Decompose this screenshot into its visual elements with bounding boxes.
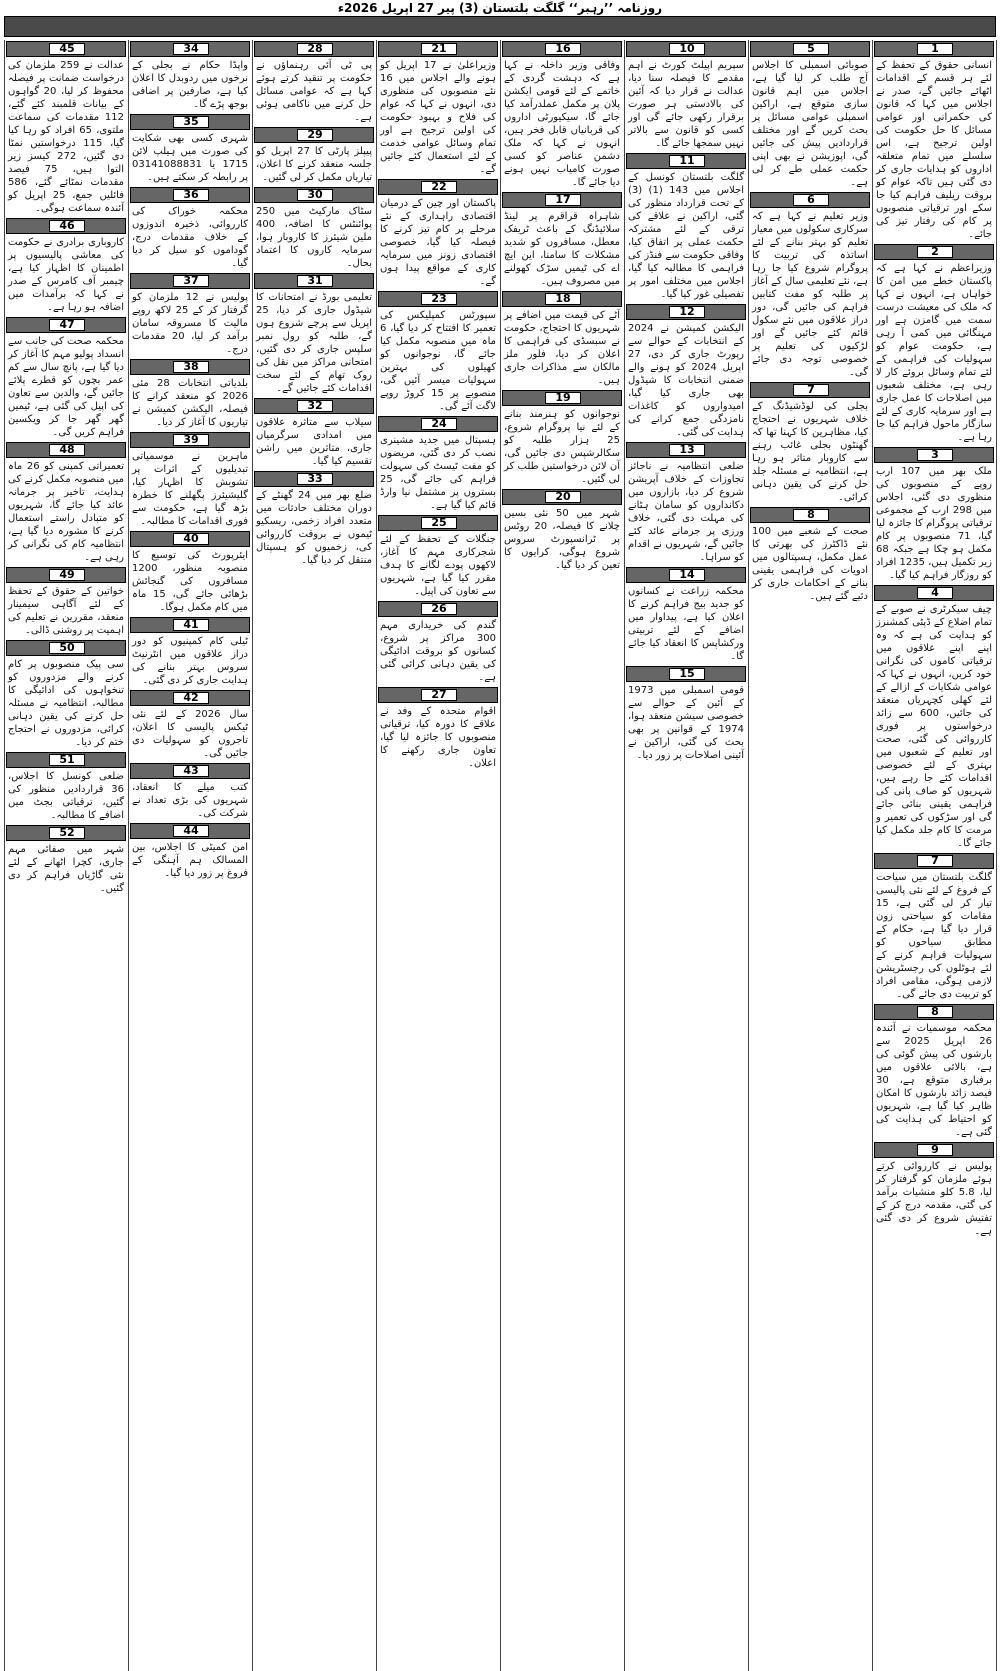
column-rule bbox=[624, 40, 625, 1671]
news-item-text: سی پیک منصوبوں پر کام کرنے والے مزدوروں کو تنخواہوں کی ادائیگی کا مطالبہ، انتظامیہ نے مسئلہ حل کرنے کی یقین دہانی کرائی، مزدوروں نے احتجاج ختم کر دیا۔ bbox=[8, 659, 124, 748]
column-rule bbox=[500, 40, 501, 1671]
news-item-text: شہری کسی بھی شکایت کی صورت میں ہیلپ لائن 1715 یا 03141088831 پر رابطہ کر سکتے ہیں۔ bbox=[132, 133, 248, 183]
item-number-strip bbox=[378, 416, 498, 432]
item-number-strip bbox=[130, 187, 250, 203]
item-number-strip bbox=[502, 489, 622, 505]
item-number: 43 bbox=[173, 765, 209, 777]
item-number: 1 bbox=[917, 43, 953, 55]
item-number: 23 bbox=[421, 293, 457, 305]
column-5 bbox=[378, 40, 498, 1671]
news-item-text: خواتین کے حقوق کے تحفظ کے لئے آگاہی سیمینار منعقد، مقررین نے تعلیم کی اہمیت پر روشنی ڈالی۔ bbox=[8, 586, 124, 636]
news-item-text: بلدیاتی انتخابات 28 مئی 2026 کو منعقد کرانے کا فیصلہ، الیکشن کمیشن نے تیاریوں کا آغاز کر دیا۔ bbox=[132, 378, 248, 428]
news-item-text: جنگلات کے تحفظ کے لئے شجرکاری مہم کا آغاز، لاکھوں پودے لگانے کا ہدف مقرر کیا گیا ہے، شہریوں سے تعاون کی اپیل۔ bbox=[380, 534, 496, 597]
item-number: 13 bbox=[669, 444, 705, 456]
item-number-strip bbox=[378, 291, 498, 307]
item-number: 24 bbox=[421, 418, 457, 430]
item-number: 34 bbox=[173, 43, 209, 55]
item-number: 21 bbox=[421, 43, 457, 55]
news-item-text: آٹے کی قیمت میں اضافے پر شہریوں کا احتجاج، حکومت نے سبسڈی کی فراہمی کا اعلان کر دیا، فلور ملز مالکان سے مذاکرات جاری ہیں۔ bbox=[504, 310, 620, 386]
news-item-text: شہر میں صفائی مہم جاری، کچرا اٹھانے کے لئے نئی گاڑیاں فراہم کر دی گئیں۔ bbox=[8, 844, 124, 894]
masthead-title: روزنامہ ’’رہبر‘‘ گلگت بلتستان (3) پیر 27 اپریل 2026ء bbox=[337, 1, 663, 15]
item-number: 3 bbox=[917, 449, 953, 461]
news-item-text: کتب میلے کا انعقاد، شہریوں کی بڑی تعداد نے شرکت کی۔ bbox=[132, 782, 248, 819]
item-number-strip bbox=[6, 317, 126, 333]
news-item-text: چیف سیکرٹری نے صوبے کے تمام اضلاع کے ڈپٹی کمشنرز کو ہدایت کی ہے کہ وہ اپنے اپنے علاقوں میں ترقیاتی کاموں کی نگرانی خود کریں، انہوں نے کہا کہ عوامی شکایات کے ازالے کے لئے کھلی کچہریاں منعقد کی جائیں، 600 سے زائد درخواستوں پر فوری کارروائی کی گئی، صحت اور تعلیم کے شعبوں میں بہتری کے لئے خصوصی اقدامات کئے جا رہے ہیں، شہریوں کو صاف پانی کی فراہمی یقینی بنائی جائے گی اور سڑکوں کی تعمیر و مرمت کا کام جلد مکمل کیا جائے گا۔ bbox=[876, 604, 992, 849]
item-number: 47 bbox=[49, 319, 85, 331]
item-number-strip bbox=[874, 853, 994, 869]
item-number: 2 bbox=[917, 246, 953, 258]
item-number: 35 bbox=[173, 116, 209, 128]
item-number: 16 bbox=[545, 43, 581, 55]
item-number-strip bbox=[6, 567, 126, 583]
item-number: 17 bbox=[545, 194, 581, 206]
column-rule bbox=[996, 40, 997, 1671]
item-number: 22 bbox=[421, 181, 457, 193]
item-number: 28 bbox=[297, 43, 333, 55]
item-number-strip bbox=[750, 507, 870, 523]
news-item-text: سال 2026 کے لئے نئی ٹیکس پالیسی کا اعلان، تاجروں کو سہولیات دی جائیں گی۔ bbox=[132, 709, 248, 759]
news-item-text: سٹاک مارکیٹ میں 250 پوائنٹس کا اضافہ، 400 ملین شیئرز کا کاروبار ہوا، سرمایہ کاروں کا اعتماد بحال۔ bbox=[256, 206, 372, 269]
item-number: 7 bbox=[793, 384, 829, 396]
item-number: 7 bbox=[917, 855, 953, 867]
item-number-strip bbox=[130, 114, 250, 130]
item-number: 10 bbox=[669, 43, 705, 55]
item-number: 33 bbox=[297, 473, 333, 485]
item-number-strip bbox=[626, 567, 746, 583]
item-number: 4 bbox=[917, 587, 953, 599]
news-item-text: پاکستان اور چین کے درمیان اقتصادی راہداری کے نئے مرحلے پر کام تیز کرنے کا فیصلہ کیا گیا، خصوصی اقتصادی زونز میں سرمایہ کاری کے مواقع پیدا ہوں گے۔ bbox=[380, 198, 496, 287]
news-item-text: سیلاب سے متاثرہ علاقوں میں امدادی سرگرمیاں جاری، متاثرین میں راشن تقسیم کیا گیا۔ bbox=[256, 417, 372, 467]
news-item-text: ہسپتال میں جدید مشینری نصب کر دی گئی، مریضوں کو مفت ٹیسٹ کی سہولت فراہم کی جائے گی، 25 بستروں پر مشتمل نیا وارڈ قائم کیا گیا ہے۔ bbox=[380, 435, 496, 511]
item-number: 14 bbox=[669, 569, 705, 581]
item-number: 20 bbox=[545, 491, 581, 503]
item-number: 29 bbox=[297, 129, 333, 141]
item-number-strip bbox=[130, 273, 250, 289]
item-number-strip bbox=[130, 763, 250, 779]
news-item-text: وزیراعظم نے کہا ہے کہ پاکستان خطے میں امن کا خواہاں ہے، انہوں نے کہا کہ ملک کی معیشت درست سمت میں گامزن ہے اور مہنگائی میں کمی آ رہی ہے، حکومت عوام کو سہولیات کی فراہمی کے لئے تمام وسائل بروئے کار لا رہی ہے، مختلف شعبوں میں اصلاحات کا عمل جاری ہے اور سرمایہ کاری کے لئے سازگار ماحول فراہم کیا جا رہا ہے۔ bbox=[876, 263, 992, 443]
item-number: 50 bbox=[49, 642, 85, 654]
news-item-text: گلگت بلتستان میں سیاحت کے فروغ کے لئے نئی پالیسی تیار کر لی گئی ہے، 15 مقامات کو سیاحتی زون قرار دیا گیا ہے، حکام کے مطابق سیاحوں کو سہولیات فراہم کرنے کے لئے ہوٹلوں کی رجسٹریشن لازمی ہوگی، مقامی افراد کو تربیت دی جائے گی۔ bbox=[876, 872, 992, 1000]
item-number: 18 bbox=[545, 293, 581, 305]
item-number-strip bbox=[874, 1142, 994, 1158]
news-item-text: پیپلز پارٹی کا 27 اپریل کو جلسہ منعقد کرنے کا اعلان، تیاریاں مکمل کر لی گئیں۔ bbox=[256, 146, 372, 183]
news-item-text: سپریم اپیلٹ کورٹ نے اہم مقدمے کا فیصلہ سنا دیا، عدالت نے قرار دیا کہ آئین کی بالادستی ہر صورت برقرار رکھی جائے گی اور کسی کو قانون سے بالاتر نہیں سمجھا جائے گا۔ bbox=[628, 60, 744, 149]
item-number-strip bbox=[130, 690, 250, 706]
column-rule bbox=[872, 40, 873, 1671]
item-number-strip bbox=[626, 304, 746, 320]
column-6 bbox=[254, 40, 374, 1671]
item-number-strip bbox=[378, 687, 498, 703]
header-band bbox=[4, 16, 996, 37]
item-number-strip bbox=[378, 515, 498, 531]
item-number-strip bbox=[130, 359, 250, 375]
column-rule bbox=[748, 40, 749, 1671]
item-number-strip bbox=[130, 617, 250, 633]
item-number-strip bbox=[626, 153, 746, 169]
news-item-text: ضلعی انتظامیہ نے ناجائز تجاوزات کے خلاف آپریشن شروع کر دیا، بازاروں میں دکانداروں کو سامان ہٹانے کی مہلت دی گئی، خلاف ورزی پر جرمانے عائد کئے جائیں گے، شہریوں نے اقدام کو سراہا۔ bbox=[628, 461, 744, 563]
item-number-strip bbox=[130, 531, 250, 547]
item-number-strip bbox=[254, 471, 374, 487]
news-item-text: ٹیلی کام کمپنیوں کو دور دراز علاقوں میں انٹرنیٹ سروس بہتر بنانے کی ہدایت جاری کر دی گئی۔ bbox=[132, 636, 248, 686]
item-number: 52 bbox=[49, 827, 85, 839]
news-item-text: ایئرپورٹ کی توسیع کا منصوبہ منظور، 1200 مسافروں کی گنجائش بڑھائی جائے گی، 15 ماہ میں کام مکمل ہوگا۔ bbox=[132, 550, 248, 613]
news-item-text: نوجوانوں کو ہنرمند بنانے کے لئے نیا پروگرام شروع، 25 ہزار طلبہ کو سکالرشپس دی جائیں گی، آن لائن درخواستیں طلب کر لی گئیں۔ bbox=[504, 409, 620, 485]
item-number-strip bbox=[130, 823, 250, 839]
news-item-text: وزیر تعلیم نے کہا ہے کہ سرکاری سکولوں میں معیار تعلیم کو بہتر بنانے کے لئے اساتذہ کی تربیت کا پروگرام شروع کیا جا رہا ہے، نئے تعلیمی سال کے آغاز پر طلبہ کو مفت کتابیں فراہم کی جائیں گی، دور دراز علاقوں میں نئے سکول قائم کئے جائیں گے اور لڑکیوں کی تعلیم پر خصوصی توجہ دی جائے گی۔ bbox=[752, 211, 868, 378]
item-number: 36 bbox=[173, 189, 209, 201]
news-item-text: صوبائی اسمبلی کا اجلاس آج طلب کر لیا گیا ہے، اجلاس میں اہم قانون سازی متوقع ہے، اراکین اسمبلی عوامی مسائل پر بحث کریں گے اور مختلف قراردادیں پیش کی جائیں گی، اپوزیشن نے بھی اپنی حکمت عملی طے کر لی ہے۔ bbox=[752, 60, 868, 188]
column-rule bbox=[128, 40, 129, 1671]
item-number: 44 bbox=[173, 825, 209, 837]
item-number: 49 bbox=[49, 569, 85, 581]
news-item-text: ماہرین نے موسمیاتی تبدیلیوں کے اثرات پر تشویش کا اظہار کیا، گلیشیئرز پگھلنے کا خطرہ بڑھ گیا ہے، حکومت سے فوری اقدامات کا مطالبہ۔ bbox=[132, 451, 248, 527]
news-item-text: تعمیراتی کمپنی کو 26 ماہ میں منصوبہ مکمل کرنے کی ہدایت، تاخیر پر جرمانہ عائد کیا جائے گا، شہریوں کو متبادل راستے استعمال کرنے کا مشورہ دیا گیا ہے، انتظامیہ کام کی نگرانی کر رہی ہے۔ bbox=[8, 461, 124, 563]
column-4 bbox=[502, 40, 622, 1671]
news-item-text: صحت کے شعبے میں 100 نئے ڈاکٹرز کی بھرتی کا عمل مکمل، ہسپتالوں میں ادویات کی فراہمی یقینی بنانے کے احکامات جاری کر دئیے گئے ہیں۔ bbox=[752, 526, 868, 602]
item-number-strip bbox=[6, 825, 126, 841]
item-number-strip bbox=[254, 273, 374, 289]
item-number: 5 bbox=[793, 43, 829, 55]
news-item-text: محکمہ موسمیات نے آئندہ 26 اپریل 2025 سے بارشوں کی پیش گوئی کی ہے، بالائی علاقوں میں برفباری متوقع ہے، 30 فیصد زائد بارشوں کا امکان ظاہر کیا گیا ہے، شہریوں کو احتیاط کی ہدایت کی گئی ہے۔ bbox=[876, 1023, 993, 1138]
news-item-text: شہر میں 50 نئی بسیں چلانے کا فیصلہ، 20 روٹس پر ٹرانسپورٹ سروس شروع ہوگی، کرایوں کا تعین کر دیا گیا۔ bbox=[504, 508, 620, 571]
news-item-text: سپورٹس کمپلیکس کی تعمیر کا افتتاح کر دیا گیا، 6 ماہ میں منصوبہ مکمل کیا جائے گا، نوجوانوں کو کھیلوں کی بہترین سہولیات میسر آئیں گی، منصوبے پر 15 کروڑ روپے لاگت آئے گی۔ bbox=[380, 310, 496, 412]
column-7 bbox=[130, 40, 250, 1671]
item-number-strip bbox=[254, 398, 374, 414]
item-number-strip bbox=[626, 442, 746, 458]
item-number-strip bbox=[378, 601, 498, 617]
news-item-text: محکمہ زراعت نے کسانوں کو جدید بیج فراہم کرنے کا اعلان کیا ہے، پیداوار میں اضافے کے لئے تربیتی ورکشاپس کا انعقاد کیا جائے گا۔ bbox=[628, 586, 744, 662]
news-item-text: وزیراعلیٰ نے 17 اپریل کو ہونے والے اجلاس میں 16 نئے منصوبوں کی منظوری دی، انہوں نے کہا کہ عوام کی فلاح و بہبود حکومت کی اولین ترجیح ہے اور تمام وسائل عوامی خدمت کے لئے استعمال کئے جائیں گے۔ bbox=[380, 60, 496, 175]
item-number: 25 bbox=[421, 517, 457, 529]
column-rule bbox=[4, 40, 5, 1671]
news-item-text: پولیس نے کارروائی کرتے ہوئے ملزمان کو گرفتار کر لیا، 5.8 کلو منشیات برآمد کی گئی، مقدمہ درج کر کے تفتیش شروع کر دی گئی ہے۔ bbox=[876, 1161, 992, 1237]
item-number: 19 bbox=[545, 392, 581, 404]
news-item-text: ضلعی کونسل کا اجلاس، 36 قراردادیں منظور کی گئیں، ترقیاتی بجٹ میں اضافے کا مطالبہ۔ bbox=[8, 771, 124, 821]
item-number-strip bbox=[254, 41, 374, 57]
news-item-text: گلگت بلتستان کونسل کے اجلاس میں 143 (1) (3) کے تحت قرارداد منظور کی گئی، اراکین نے علاقے کی ترقی کے لئے مشترکہ حکمت عملی پر اتفاق کیا، وفاقی حکومت سے فنڈز کی فراہمی کا مطالبہ کیا گیا، اجلاس میں مختلف امور پر تفصیلی غور کیا گیا۔ bbox=[628, 172, 744, 300]
item-number: 39 bbox=[173, 434, 209, 446]
item-number-strip bbox=[378, 41, 498, 57]
item-number-strip bbox=[6, 218, 126, 234]
item-number: 46 bbox=[49, 220, 85, 232]
item-number-strip bbox=[130, 432, 250, 448]
item-number-strip bbox=[502, 41, 622, 57]
item-number: 8 bbox=[793, 509, 829, 521]
item-number-strip bbox=[874, 41, 994, 57]
news-item-text: امن کمیٹی کا اجلاس، بین المسالک ہم آہنگی کے فروغ پر زور دیا گیا۔ bbox=[132, 842, 248, 879]
item-number: 42 bbox=[173, 692, 209, 704]
news-item-text: پولیس نے 12 ملزمان کو گرفتار کر کے 25 لاکھ روپے مالیت کا مسروقہ سامان برآمد کر لیا، 20 مقدمات درج۔ bbox=[132, 292, 248, 355]
news-item-text: انسانی حقوق کے تحفظ کے لئے ہر قسم کے اقدامات اٹھائے جائیں گے، صدر نے اجلاس میں کہا کہ قانون کی حکمرانی اور عوامی مسائل کا حل حکومت کی اولین ترجیح ہے، اس سلسلے میں تمام متعلقہ اداروں کو ہدایات جاری کر دی گئی ہیں تاکہ عوام کو بروقت ریلیف فراہم کیا جا سکے اور ترقیاتی منصوبوں پر کام کی رفتار تیز کی جائے۔ bbox=[876, 60, 992, 240]
news-item-text: واپڈا حکام نے بجلی کے نرخوں میں ردوبدل کا اعلان کیا ہے، صارفین پر اضافی بوجھ پڑے گا۔ bbox=[132, 60, 248, 110]
news-item-text: پی ٹی آئی رہنماؤں نے حکومت پر تنقید کرتے ہوئے کہا ہے کہ عوامی مسائل حل کرنے میں ناکامی ہوئی ہے۔ bbox=[256, 60, 372, 123]
item-number-strip bbox=[130, 41, 250, 57]
item-number: 15 bbox=[669, 668, 705, 680]
item-number: 12 bbox=[669, 306, 705, 318]
item-number-strip bbox=[254, 127, 374, 143]
item-number-strip bbox=[874, 585, 994, 601]
news-item-text: الیکشن کمیشن نے 2024 کے انتخابات کے حوالے سے رپورٹ جاری کر دی، 27 اپریل 2024 کو ہونے والے ضمنی انتخابات کا شیڈول بھی جاری کیا گیا، امیدواروں کو کاغذات نامزدگی جمع کرانے کی ہدایت کی گئی۔ bbox=[628, 323, 744, 438]
news-item-text: گندم کی خریداری مہم 300 مراکز پر شروع، کسانوں کو بروقت ادائیگی کی یقین دہانی کرائی گئی ہے۔ bbox=[380, 620, 496, 683]
item-number-strip bbox=[874, 244, 994, 260]
news-item-text: کاروباری برادری نے حکومت کی معاشی پالیسیوں پر اطمینان کا اظہار کیا ہے، چیمبر آف کامرس کے صدر نے کہا کہ برآمدات میں اضافہ ہو رہا ہے۔ bbox=[8, 237, 124, 313]
column-rule bbox=[376, 40, 377, 1671]
item-number-strip bbox=[626, 41, 746, 57]
news-item-text: قومی اسمبلی میں 1973 کے آئین کے حوالے سے خصوصی سیشن منعقد ہوا، 1974 کے قوانین پر بھی بحث کی گئی، اراکین نے آئینی اصلاحات پر زور دیا۔ bbox=[628, 685, 744, 761]
item-number: 40 bbox=[173, 533, 209, 545]
item-number-strip bbox=[750, 41, 870, 57]
item-number-strip bbox=[750, 192, 870, 208]
item-number-strip bbox=[750, 382, 870, 398]
item-number: 27 bbox=[421, 689, 457, 701]
news-item-text: وفاقی وزیر داخلہ نے کہا ہے کہ دہشت گردی کے خاتمے کے لئے قومی ایکشن پلان پر مکمل عملدرآمد کیا جائے گا، سیکیورٹی اداروں کی قربانیاں قابل فخر ہیں، انہوں نے کہا کہ ملک دشمن عناصر کو کسی صورت کامیاب نہیں ہونے دیا جائے گا۔ bbox=[504, 60, 620, 188]
item-number-strip bbox=[502, 390, 622, 406]
item-number: 9 bbox=[917, 1144, 953, 1156]
item-number-strip bbox=[378, 179, 498, 195]
item-number: 30 bbox=[297, 189, 333, 201]
item-number: 31 bbox=[297, 275, 333, 287]
item-number-strip bbox=[502, 192, 622, 208]
item-number: 11 bbox=[669, 155, 705, 167]
item-number: 8 bbox=[917, 1006, 953, 1018]
item-number-strip bbox=[6, 41, 126, 57]
item-number: 45 bbox=[49, 43, 85, 55]
item-number: 26 bbox=[421, 603, 457, 615]
column-3 bbox=[626, 40, 746, 1671]
news-item-text: اقوام متحدہ کے وفد نے علاقے کا دورہ کیا، ترقیاتی منصوبوں کا جائزہ لیا گیا، تعاون جاری رکھنے کا اعلان۔ bbox=[380, 706, 496, 769]
news-item-text: ملک بھر میں 107 ارب روپے کے منصوبوں کی منظوری دی گئی، اجلاس میں 298 ارب کے مجموعی ترقیاتی پروگرام کا جائزہ لیا گیا، 71 منصوبوں پر کام مکمل ہو چکا ہے جبکہ 68 زیر تکمیل ہیں، 1235 افراد کو روزگار فراہم کیا گیا۔ bbox=[875, 466, 992, 581]
item-number-strip bbox=[254, 187, 374, 203]
item-number-strip bbox=[6, 752, 126, 768]
news-item-text: محکمہ صحت کی جانب سے انسداد پولیو مہم کا آغاز کر دیا گیا ہے، پانچ سال سے کم عمر بچوں کو قطرے پلائے جائیں گے، والدین سے تعاون کی اپیل کی گئی ہے، ٹیمیں گھر گھر جا کر ویکسین فراہم کریں گی۔ bbox=[8, 336, 124, 438]
item-number: 51 bbox=[49, 754, 85, 766]
column-1 bbox=[874, 40, 994, 1671]
item-number-strip bbox=[874, 1004, 994, 1020]
column-8 bbox=[6, 40, 126, 1671]
item-number-strip bbox=[502, 291, 622, 307]
news-item-text: بجلی کی لوڈشیڈنگ کے خلاف شہریوں نے احتجاج کیا، مظاہرین کا کہنا تھا کہ گھنٹوں بجلی غائب رہنے سے کاروبار متاثر ہو رہا ہے، انتظامیہ نے مسئلہ جلد حل کرنے کی یقین دہانی کرائی۔ bbox=[752, 401, 868, 503]
item-number: 37 bbox=[173, 275, 209, 287]
item-number-strip bbox=[6, 442, 126, 458]
news-item-text: محکمہ خوراک کی کارروائی، ذخیرہ اندوزوں کے خلاف مقدمات درج، گوداموں کو سیل کر دیا گیا۔ bbox=[132, 206, 248, 269]
item-number-strip bbox=[626, 666, 746, 682]
item-number: 32 bbox=[297, 400, 333, 412]
item-number: 48 bbox=[49, 444, 85, 456]
news-item-text: عدالت نے 259 ملزمان کی درخواست ضمانت پر فیصلہ محفوظ کر لیا، 20 گواہوں کے بیانات قلمبند کئے گئے، 112 مقدمات کی سماعت ملتوی، 65 افراد کو رہا کیا گیا، 115 درخواستیں نمٹا دی گئیں، 272 کیسز زیر التوا ہیں، 75 فیصد مقدمات نمٹائے گئے، 586 فائلیں جمع، 25 اپریل کو آئندہ سماعت ہوگی۔ bbox=[8, 60, 125, 214]
item-number: 38 bbox=[173, 361, 209, 373]
item-number: 6 bbox=[793, 194, 829, 206]
news-item-text: ضلع بھر میں 24 گھنٹے کے دوران مختلف حادثات میں متعدد افراد زخمی، ریسکیو ٹیموں نے بروقت کارروائی کی، زخمیوں کو ہسپتال منتقل کر دیا گیا۔ bbox=[256, 490, 372, 566]
item-number-strip bbox=[874, 447, 994, 463]
news-item-text: تعلیمی بورڈ نے امتحانات کا شیڈول جاری کر دیا، 25 اپریل سے پرچے شروع ہوں گے، طلبہ کو رول نمبر سلپس جاری کر دی گئیں، امتحانی مراکز میں نقل کی روک تھام کے لئے سخت اقدامات کئے جائیں گے۔ bbox=[256, 292, 372, 394]
news-item-text: شاہراہ قراقرم پر لینڈ سلائیڈنگ کے باعث ٹریفک معطل، مسافروں کو شدید مشکلات کا سامنا، این ایچ اے کی ٹیمیں سڑک کھولنے میں مصروف ہیں۔ bbox=[504, 211, 620, 287]
column-2 bbox=[750, 40, 870, 1671]
item-number-strip bbox=[6, 640, 126, 656]
item-number: 41 bbox=[173, 619, 209, 631]
column-rule bbox=[252, 40, 253, 1671]
